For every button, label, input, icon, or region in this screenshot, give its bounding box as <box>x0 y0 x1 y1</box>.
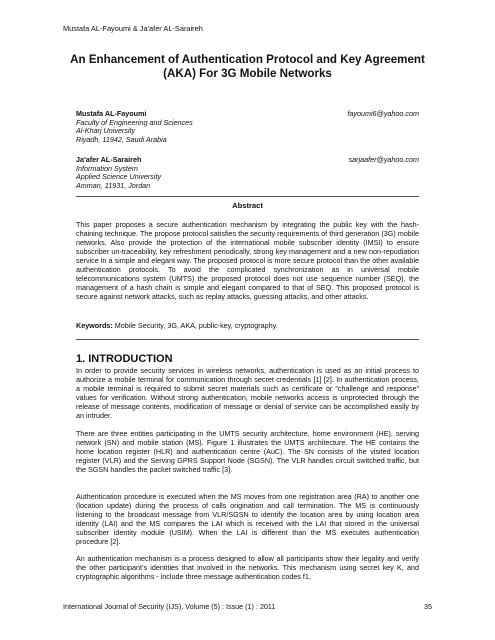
intro-paragraph: In order to provide security services in wireless networks, authentication is used as an initial process to authorize a mobile terminal for communication through secret credentials [1] [2]. In authentication process, a mobile terminal is required to submit secret materials such as certificate or “challenge and response” values for verification. Without strong authentication, mobile networks access is unprotected through the release of message contents, modification of message or denial of service can be accomplished easily by an intruder. <box>76 366 419 420</box>
author-name: Mustafa AL-Fayoumi <box>76 109 147 118</box>
running-header: Mustafa AL-Fayoumi & Ja'afer AL-Saraireh <box>63 24 203 33</box>
author-email: sarjaafer@yahoo.com <box>348 155 419 164</box>
intro-paragraph: There are three entities participating in the UMTS security architecture, home environment (HE), serving network (SN) and mobile station (MS). Figure 1 illustrates the UMTS architecture. The HE contains the home location register (HLR) and authentication centre (AuC). The SN consists of the visited location register (VLR) and the Serving GPRS Support Node (SGSN). The VLR handles circuit switched traffic, but the SGSN handles the packet switched traffic [3]. <box>76 429 419 474</box>
author-email: fayoumi6@yahoo.com <box>347 109 419 118</box>
author-affiliation: Al-Kharj University <box>76 126 136 136</box>
author-affiliation: Applied Science University <box>76 172 162 182</box>
author-affiliation: Amman, 11931, Jordan <box>76 180 151 190</box>
author-affiliation: Riyadh, 11942, Saudi Arabia <box>76 134 167 144</box>
page-number: 35 <box>424 602 432 611</box>
intro-paragraph: An authentication mechanism is a process designed to allow all participants show their legality and verify the other participant’s identities that involved in the networks. This mechanism using secret key K, and cryptographic algorithms - include three message authentication codes f1, <box>76 554 419 581</box>
author-affiliation: Information System <box>76 163 138 173</box>
intro-paragraph: Authentication procedure is executed when the MS moves from one registration area (RA) to another one (location update) during the process of calls origination and call termination. The MS is continuously listening to the broadcast message from VLR/SGSN to identify the location area by using location area identity (LAI) and the MS compares the LAI which is received with the LAI that stored in the universal subscriber identity module (USIM). When the LAI is different than the MS executes authentication procedure [2]. <box>76 492 419 546</box>
author-name: Ja'afer AL-Saraireh <box>76 155 142 164</box>
keywords <box>76 322 419 331</box>
title-line-2: (AKA) For 3G Mobile Networks <box>163 67 332 80</box>
divider <box>76 196 419 197</box>
author-block-2 <box>76 156 419 190</box>
keywords-label: Keywords: <box>76 321 113 330</box>
journal-citation: International Journal of Security (IJS), Volume (5) : Issue (1) : 2011 <box>63 602 276 611</box>
author-block-1 <box>76 110 419 144</box>
abstract-heading: Abstract <box>232 201 263 210</box>
abstract-text: This paper proposes a secure authentication mechanism by integrating the public key with the hash-chaining technique. The propose protocol satisfies the security requirements of third generation (3G) mobile networks. Also provide the protection of the international mobile subscriber identity (IMSI) to ensure subscriber un-traceability, key refreshment periodically, strong key management and a new non-repudiation service in a simple and elegant way. The proposed protocol is more secure protocol than the other available authentication protocols. To avoid the complicated synchronization as in universal mobile telecommunications system (UMTS) the proposed protocol does not use sequence number (SEQ), the management of a hash chain is simple and elegant compared to that of SEQ. This proposed protocol is secure against network attacks, such as replay attacks, guessing attacks, and other attacks. <box>76 220 419 301</box>
author-affiliation: Faculty of Engineering and Sciences <box>76 117 193 127</box>
section-heading: 1. INTRODUCTION <box>76 353 173 365</box>
page-footer <box>63 602 432 611</box>
title-line-1: An Enhancement of Authentication Protocol and Key Agreement <box>70 53 425 66</box>
keywords-text: Mobile Security, 3G, AKA, public-key, cryptography. <box>112 321 278 330</box>
paper-title <box>62 53 433 81</box>
divider <box>76 339 419 340</box>
